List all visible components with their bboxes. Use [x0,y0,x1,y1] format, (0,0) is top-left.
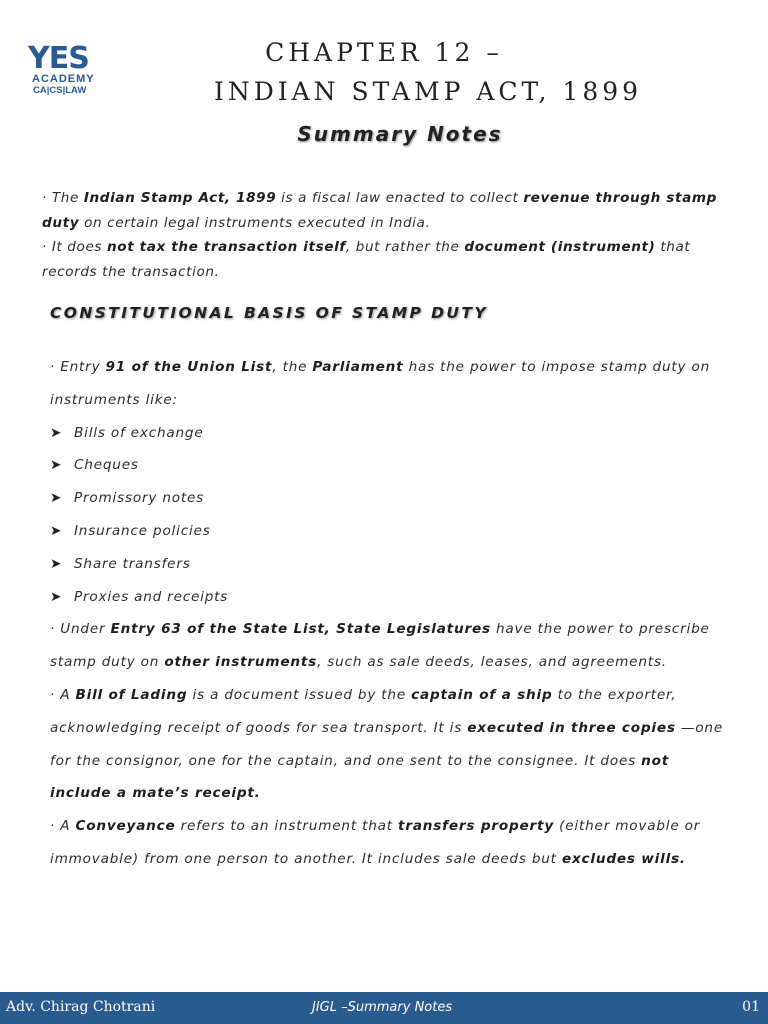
intro-paragraph-2 [42,235,732,284]
bold-run: Bill of Lading [75,686,188,703]
text-run: · Under [50,621,111,638]
text-run: is a fiscal law enacted to collect [276,190,524,206]
bold-run: Entry 63 of the State List, State Legislatures [110,621,491,638]
list-item-label: Share transfers [74,555,191,572]
list-item-label: Proxies and receipts [74,588,229,605]
text-run: that records the transaction. [42,239,691,280]
text-run: —one for the consignor, one for the captain, and one sent to the consignee. It does [50,719,723,769]
page-footer [0,992,768,1024]
logo-academy: ACADEMY [32,73,95,85]
bold-run: not tax the transaction itself [107,239,346,255]
page-number: 01 [742,999,760,1015]
list-item [50,417,730,450]
text-run: to the exporter, acknowledging receipt of goods for sea transport. It is [50,686,677,736]
chapter-number: CHAPTER 12 – [265,38,503,67]
entry-63-paragraph [50,613,730,679]
list-item-label: Insurance policies [74,522,211,539]
page-subtitle: Summary Notes [297,122,503,146]
logo-wordmark: YES [28,41,89,76]
conveyance-paragraph [50,810,730,876]
entry-91-paragraph [50,351,730,417]
logo-subtitle: CA|CS|LAW [33,85,87,96]
text-run: · A [50,818,76,835]
footer-title: JIGL –Summary Notes [312,1000,453,1015]
text-run: · The [42,190,84,206]
page-title: INDIAN STAMP ACT, 1899 [213,77,643,106]
bold-run: captain of a ship [411,686,553,703]
intro-section [42,186,732,284]
bold-run: document (instrument) [464,239,656,255]
text-run: have the power to prescribe stamp duty on [50,621,710,671]
bill-of-lading-paragraph [50,679,730,810]
list-item-label: Cheques [74,457,139,474]
bold-run: 91 of the Union List [105,359,273,375]
list-item-label: Bills of exchange [74,424,204,441]
list-item [50,581,730,614]
list-item [50,449,730,482]
bold-run: revenue through stamp duty [42,190,717,231]
arrow-bullet-icon: ➤ [50,522,63,539]
arrow-bullet-icon: ➤ [50,555,63,572]
text-run: has the power to impose stamp duty on instruments like: [50,359,710,408]
text-run: on certain legal instruments executed in India. [79,214,431,231]
text-run: refers to an instrument that [175,818,399,835]
footer-author: Adv. Chirag Chotrani [6,999,156,1015]
text-run: is a document issued by the [187,686,412,703]
bold-run: not include a mate’s receipt. [50,752,670,802]
bold-run: Conveyance [75,818,176,835]
section-body [50,351,730,876]
text-run: · Entry [50,359,106,375]
bold-run: transfers property [398,818,555,835]
list-item [50,515,730,548]
text-run: , but rather the [345,239,465,255]
bold-run: excludes wills. [561,850,686,867]
arrow-bullet-icon: ➤ [50,424,63,441]
list-item [50,548,730,581]
section-heading: CONSTITUTIONAL BASIS OF STAMP DUTY [50,304,488,322]
list-item [50,482,730,515]
text-run: · A [50,686,76,703]
intro-paragraph-1 [42,186,732,235]
arrow-bullet-icon: ➤ [50,457,63,474]
arrow-bullet-icon: ➤ [50,490,63,507]
bold-run: executed in three copies [467,719,676,736]
bold-run: Parliament [312,359,404,375]
bold-run: other instruments [164,654,318,671]
list-item-label: Promissory notes [74,490,205,507]
arrow-bullet-icon: ➤ [50,588,63,605]
text-run: , such as sale deeds, leases, and agreements. [317,654,667,671]
bold-run: Indian Stamp Act, 1899 [83,190,277,206]
text-run: , the [272,359,313,375]
text-run: · It does [42,239,108,255]
text-run: (either movable or immovable) from one person to another. It includes sale deeds but [50,818,701,867]
